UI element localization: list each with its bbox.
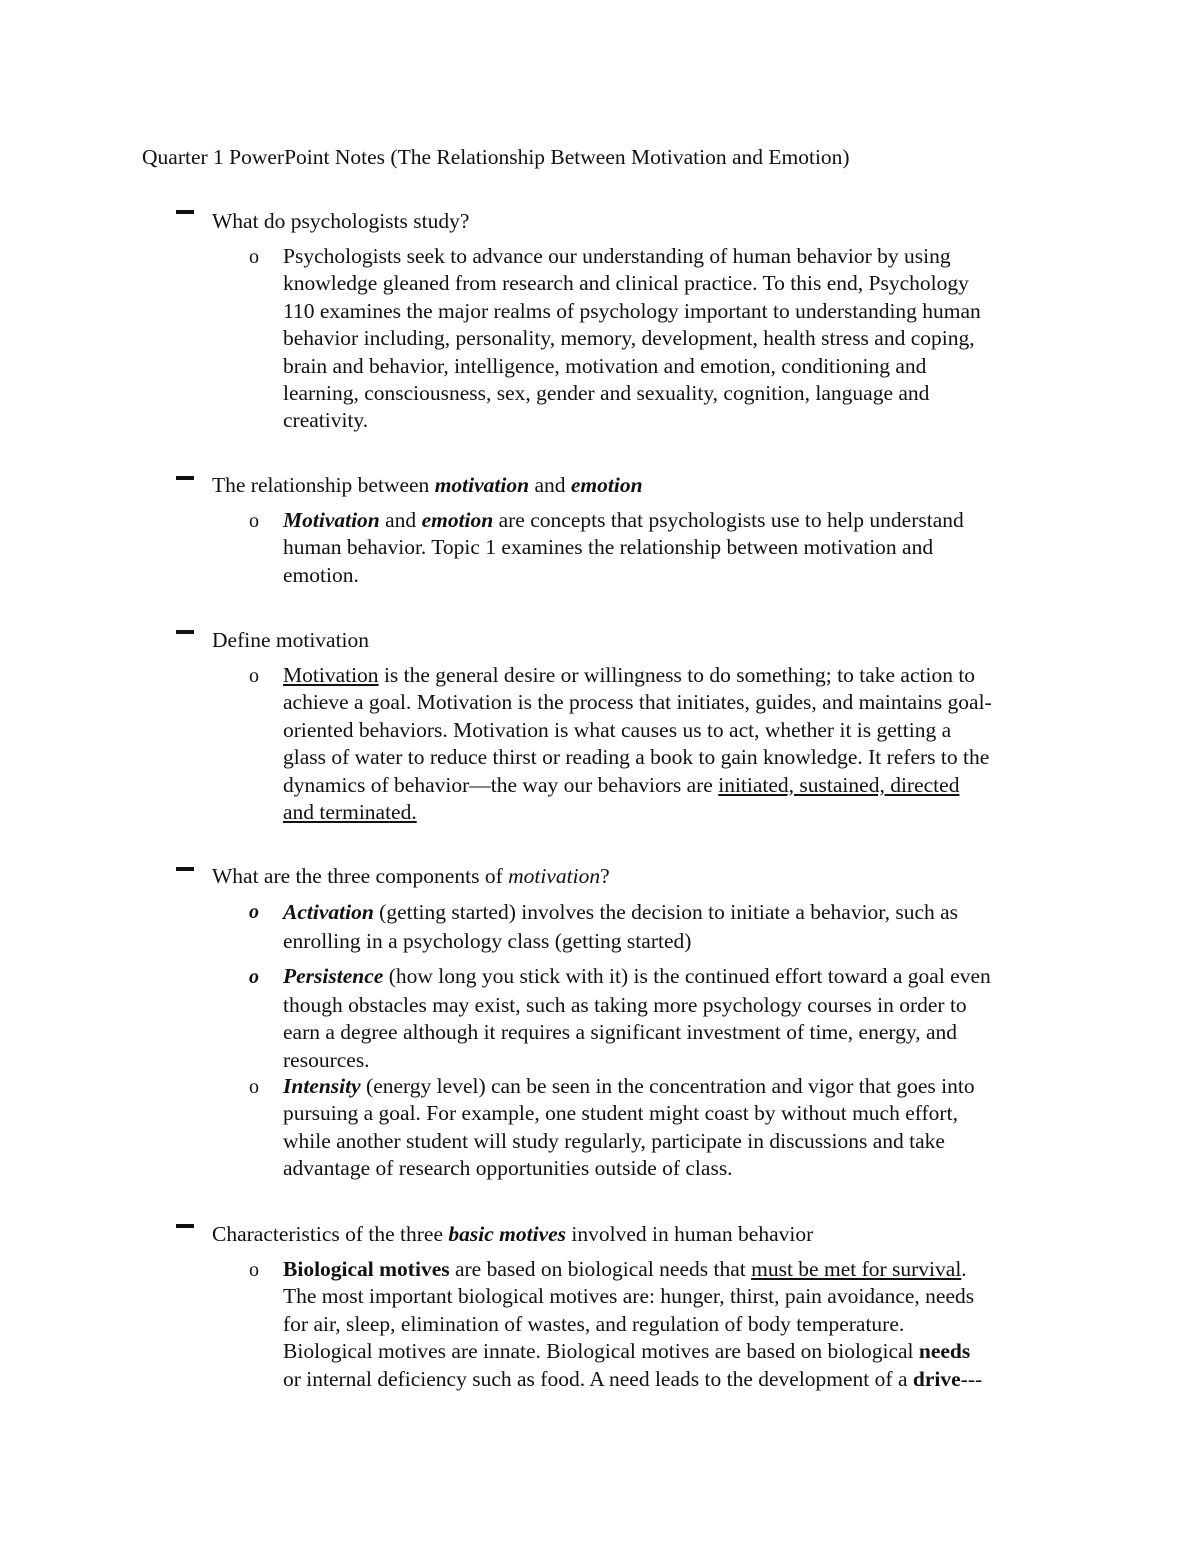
paragraph: Motivation is the general desire or willingness to do something; to take action to achieve a goal. Motivation is the process that initiates, guides, and maintains goal- oriented behaviors. Motivation is what causes us to act, whether it is getting a glass of water to reduce thirst or reading a book to gain knowledge. It refers to the dynamics of behavior—the way our behaviors are initiated, sustained, directed and terminated. [283,663,992,824]
paragraph: Persistence (how long you stick with it) is the continued effort toward a goal even though obstacles may exist, such as taking more psychology courses in order to earn a degree although it requires a significant investment of time, energy, and resources. [283,964,991,1072]
section-heading: What are the three components of motivation? [212,864,610,888]
paragraph: Motivation and emotion are concepts that psychologists use to help understand human behavior. Topic 1 examines the relationship between motivation and emotion. [283,508,964,587]
circle-bullet: o [249,901,259,923]
dash-bullet [176,867,194,871]
section-heading: Characteristics of the three basic motives involved in human behavior [212,1222,814,1246]
circle-bullet: o [249,510,259,532]
document-title: Quarter 1 PowerPoint Notes (The Relationship Between Motivation and Emotion) [142,145,850,169]
circle-bullet: o [249,1259,259,1281]
paragraph: Psychologists seek to advance our understanding of human behavior by using knowledge gleaned from research and clinical practice. To this end, Psychology 110 examines the major realms of psychology important to understanding human behavior including, personality, memory, development, health stress and coping, brain and behavior, intelligence, motivation and emotion, conditioning and learning, consciousness, sex, gender and sexuality, cognition, language and creativity. [283,244,981,433]
dash-bullet [176,476,194,480]
section-heading: What do psychologists study? [212,209,470,233]
dash-bullet [176,210,194,214]
section-heading: Define motivation [212,628,370,652]
paragraph: Biological motives are based on biological needs that must be met for survival. The most important biological motives are: hunger, thirst, pain avoidance, needs for air, sleep, elimination of wastes, and regulation of body temperature. Biological motives are innate. Biological motives are based on biological needs or internal deficiency such as food. A need leads to the development of a drive--- [283,1257,983,1391]
dash-bullet [176,630,194,634]
circle-bullet: o [249,246,259,268]
dash-bullet [176,1224,194,1228]
circle-bullet: o [249,966,259,988]
section-heading: The relationship between motivation and emotion [212,473,643,497]
circle-bullet: o [249,665,259,687]
paragraph: Activation (getting started) involves the decision to initiate a behavior, such as enrolling in a psychology class (getting started) [283,900,959,953]
circle-bullet: o [249,1076,259,1098]
paragraph: Intensity (energy level) can be seen in the concentration and vigor that goes into pursuing a goal. For example, one student might coast by without much effort, while another student will study regularly, participate in discussions and take advantage of research opportunities outside of class. [283,1074,975,1181]
